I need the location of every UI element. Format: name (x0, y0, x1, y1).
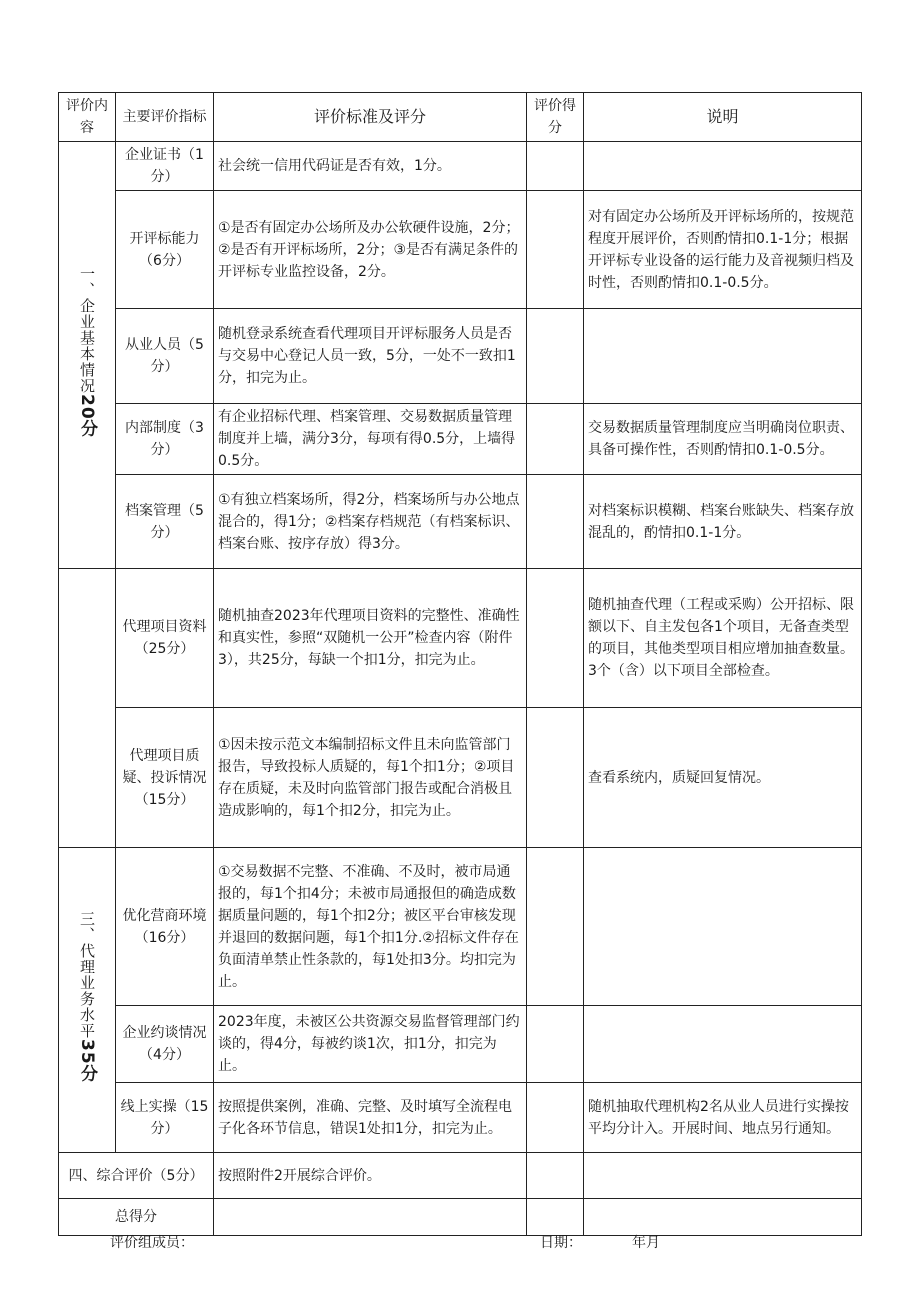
indicator-cell: 档案管理（5分） (116, 475, 214, 569)
score-cell[interactable] (527, 404, 584, 475)
total-score-cell[interactable] (527, 1199, 584, 1236)
table-row (59, 1006, 862, 1083)
table-row (59, 569, 862, 708)
table-row (59, 475, 862, 569)
score-cell[interactable] (527, 1153, 584, 1199)
standard-cell: 按照附件2开展综合评价。 (214, 1153, 527, 1199)
header-row (59, 93, 862, 142)
score-cell[interactable] (527, 191, 584, 309)
section3-title: 三、代理业务水平 (78, 910, 96, 1039)
table-row (59, 708, 862, 848)
table-row (59, 191, 862, 309)
indicator-cell: 开评标能力（6分） (116, 191, 214, 309)
date-label: 日期： (540, 1235, 582, 1251)
header-content: 评价内容 (59, 93, 116, 142)
standard-cell: 按照提供案例，准确、完整、及时填写全流程电子化各环节信息，错误1处扣1分，扣完为止。 (214, 1083, 527, 1153)
section3-score: 35分 (77, 1038, 97, 1083)
score-cell[interactable] (527, 1006, 584, 1083)
year-month-label: 年月 (632, 1235, 660, 1251)
section1-label (59, 142, 116, 569)
indicator-cell: 企业证书（1分） (116, 142, 214, 191)
indicator-cell: 代理项目资料（25分） (116, 569, 214, 708)
score-cell[interactable] (527, 569, 584, 708)
standard-cell: ①因未按示范文本编制招标文件且未向监管部门报告，导致投标人质疑的，每1个扣1分；②项目存在质疑，未及时向监管部门报告或配合消极且造成影响的，每1个扣2分，扣完为止。 (214, 708, 527, 848)
note-cell: 查看系统内，质疑回复情况。 (584, 708, 862, 848)
section2-label (59, 569, 116, 848)
standard-cell: 2023年度，未被区公共资源交易监督管理部门约谈的，得4分，每被约谈1次，扣1分，扣完为止。 (214, 1006, 527, 1083)
section4-label: 四、综合评价（5分） (59, 1153, 214, 1199)
total-standard-cell (214, 1199, 527, 1236)
score-cell[interactable] (527, 475, 584, 569)
standard-cell: ①是否有固定办公场所及办公软硬件设施，2分；②是否有开评标场所，2分；③是否有满足条件的开评标专业监控设备，2分。 (214, 191, 527, 309)
note-cell (584, 848, 862, 1006)
header-standard: 评价标准及评分 (214, 93, 527, 142)
standard-cell: 随机抽查2023年代理项目资料的完整性、准确性和真实性，参照“双随机一公开”检查内容（附件3），共25分，每缺一个扣1分，扣完为止。 (214, 569, 527, 708)
total-label: 总得分 (59, 1199, 214, 1236)
table-row (59, 1153, 862, 1199)
note-cell: 对档案标识模糊、档案台账缺失、档案存放混乱的，酌情扣0.1-1分。 (584, 475, 862, 569)
score-cell[interactable] (527, 848, 584, 1006)
indicator-cell: 内部制度（3分） (116, 404, 214, 475)
note-cell: 对有固定办公场所及开评标场所的，按规范程度开展评价，否则酌情扣0.1-1分；根据开评标专业设备的运行能力及音视频归档及时性，否则酌情扣0.1-0.5分。 (584, 191, 862, 309)
evaluators-label: 评价组成员： (110, 1235, 194, 1251)
header-indicator: 主要评价指标 (116, 93, 214, 142)
note-cell (584, 142, 862, 191)
evaluation-table (58, 92, 862, 1236)
score-cell[interactable] (527, 309, 584, 404)
note-cell (584, 309, 862, 404)
standard-cell: 随机登录系统查看代理项目开评标服务人员是否与交易中心登记人员一致，5分，一处不一致扣1分，扣完为止。 (214, 309, 527, 404)
standard-cell: 有企业招标代理、档案管理、交易数据质量管理制度并上墙，满分3分，每项有得0.5分，上墙得0.5分。 (214, 404, 527, 475)
note-cell (584, 1006, 862, 1083)
table-row (59, 309, 862, 404)
total-note-cell (584, 1199, 862, 1236)
standard-cell: ①有独立档案场所，得2分，档案场所与办公地点混合的，得1分；②档案存档规范（有档案标识、档案台账、按序存放）得3分。 (214, 475, 527, 569)
note-cell (584, 1153, 862, 1199)
section3-label (59, 848, 116, 1153)
indicator-cell: 代理项目质疑、投诉情况（15分） (116, 708, 214, 848)
section1-score: 20分 (77, 393, 97, 438)
table-row (59, 142, 862, 191)
indicator-cell: 优化营商环境（16分） (116, 848, 214, 1006)
table-row (59, 1083, 862, 1153)
standard-cell: 社会统一信用代码证是否有效，1分。 (214, 142, 527, 191)
indicator-cell: 企业约谈情况（4分） (116, 1006, 214, 1083)
score-cell[interactable] (527, 142, 584, 191)
header-score: 评价得分 (527, 93, 584, 142)
table-row (59, 848, 862, 1006)
total-row (59, 1199, 862, 1236)
section1-title: 一、企业基本情况 (78, 265, 96, 394)
score-cell[interactable] (527, 1083, 584, 1153)
header-note: 说明 (584, 93, 862, 142)
standard-cell: ①交易数据不完整、不准确、不及时，被市局通报的，每1个扣4分；未被市局通报但的确造成数据质量问题的，每1个扣2分；被区平台审核发现并退回的数据问题，每1个扣1分.②招标文件存在负面清单禁止性条款的，每1处扣3分。均扣完为止。 (214, 848, 527, 1006)
note-cell: 交易数据质量管理制度应当明确岗位职责、具备可操作性，否则酌情扣0.1-0.5分。 (584, 404, 862, 475)
score-cell[interactable] (527, 708, 584, 848)
indicator-cell: 线上实操（15分） (116, 1083, 214, 1153)
indicator-cell: 从业人员（5分） (116, 309, 214, 404)
note-cell: 随机抽取代理机构2名从业人员进行实操按平均分计入。开展时间、地点另行通知。 (584, 1083, 862, 1153)
table-row (59, 404, 862, 475)
note-cell: 随机抽查代理（工程或采购）公开招标、限额以下、自主发包各1个项目，无备查类型的项目，其他类型项目相应增加抽查数量。3个（含）以下项目全部检查。 (584, 569, 862, 708)
